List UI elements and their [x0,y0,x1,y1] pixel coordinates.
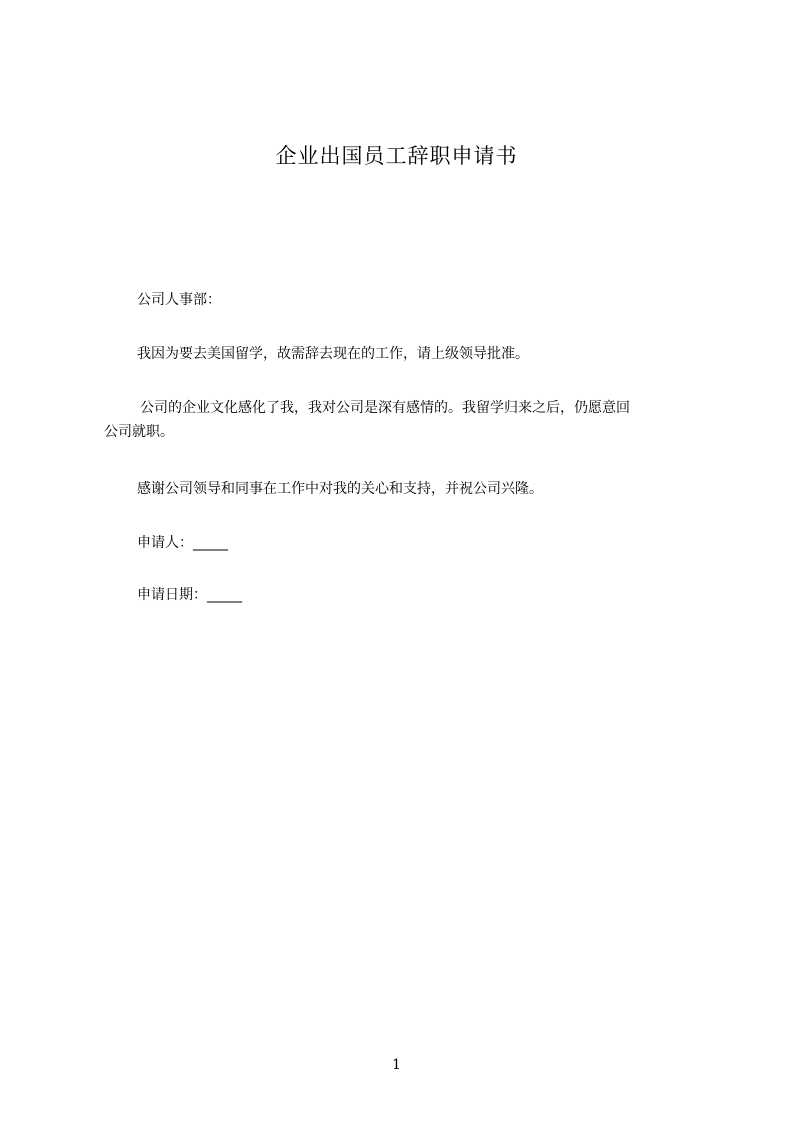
paragraph-company-culture-line1: 公司的企业文化感化了我，我对公司是深有感情的。我留学归来之后，仍愿意回 [140,400,630,416]
applicant-line [104,531,737,555]
paragraph-thanks [104,477,737,501]
paragraph-study-abroad-text: 我因为要去美国留学，故需辞去现在的工作，请上级领导批准。 [137,346,529,362]
salutation-text: 公司人事部： [137,292,221,308]
paragraph-thanks-text: 感谢公司领导和同事在工作中对我的关心和支持，并祝公司兴隆。 [137,481,543,497]
salutation [104,288,737,312]
document-title: 企业出国员工辞职申请书 [275,144,518,168]
paragraph-company-culture [104,396,704,444]
page-number: 1 [392,1057,401,1073]
paragraph-company-culture-line2: 公司就职。 [104,424,174,440]
date-line [104,583,737,607]
date-blank: _____ [207,587,242,603]
applicant-blank: _____ [193,535,228,551]
paragraph-study-abroad [104,342,737,366]
applicant-label: 申请人： [137,535,193,551]
date-label: 申请日期： [137,587,207,603]
